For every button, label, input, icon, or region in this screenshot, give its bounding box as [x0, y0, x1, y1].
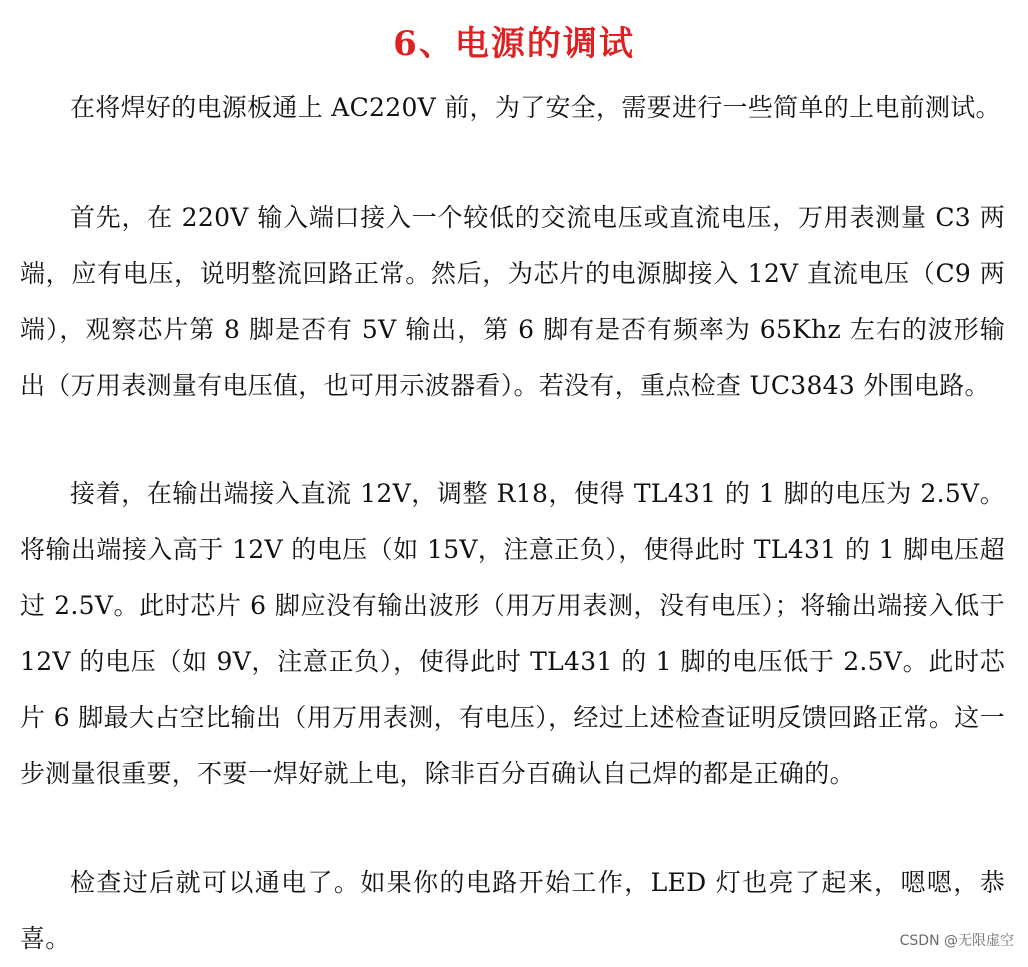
- paragraph-intro: 在将焊好的电源板通上 AC220V 前，为了安全，需要进行一些简单的上电前测试。: [70, 93, 1001, 122]
- paragraph-feedback-check: 接着，在输出端接入直流 12V，调整 R18，使得 TL431 的 1 脚的电压为 2.5V。将输出端接入高于 12V 的电压（如 15V，注意正负），使得此时 TL431 的 1 脚电压超过 2.5V。此时芯片 6 脚应没有输出波形（用万用表测，没有电压）；将输出端接入低于 12V 的电压（如 9V，注意正负），使得此时 TL431 的 1 脚的电压低于 2.5V。此时芯片 6 脚最大占空比输出（用万用表测，有电压），经过上述检查证明反馈回路正常。这一步测量很重要，不要一焊好就上电，除非百分百确认自己焊的都是正确的。: [20, 479, 1005, 788]
- csdn-watermark: CSDN @无限虚空: [899, 933, 1014, 949]
- paragraph-power-on: 检查过后就可以通电了。如果你的电路开始工作，LED 灯也亮了起来，嗯嗯，恭喜。: [20, 868, 1005, 953]
- paragraph-first-check: 首先，在 220V 输入端口接入一个较低的交流电压或直流电压，万用表测量 C3 两端，应有电压，说明整流回路正常。然后，为芯片的电源脚接入 12V 直流电压（C9 两端），观察芯片第 8 脚是否有 5V 输出，第 6 脚有是否有频率为 65Khz 左右的波形输出（万用表测量有电压值，也可用示波器看）。若没有，重点检查 UC3843 外围电路。: [20, 203, 1005, 400]
- section-title: 6、电源的调试: [393, 24, 635, 64]
